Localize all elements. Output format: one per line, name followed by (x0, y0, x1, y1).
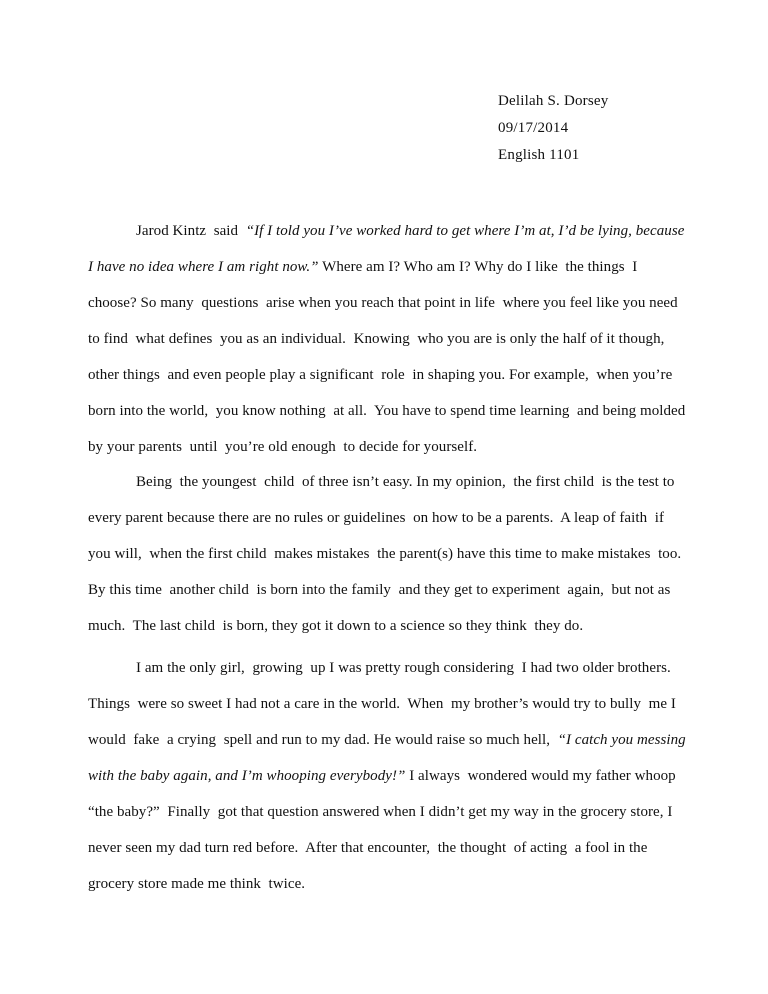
body-text-segment: you will, when the first child makes mistakes the parent(s) have this time to make mistakes too. (88, 546, 682, 562)
paragraph-3 (88, 650, 688, 902)
text-line (88, 722, 688, 758)
document-date: 09/17/2014 (498, 120, 569, 136)
body-text-segment: Things were so sweet I had not a care in the world. When my brother’s would try to bully me I (88, 696, 676, 712)
body-text-segment: Being the youngest child of three isn’t easy. In my opinion, the first child is the test to (136, 474, 675, 490)
body-text-segment: born into the world, you know nothing at all. You have to spend time learning and being molded (88, 403, 686, 419)
text-line (88, 321, 688, 357)
text-line (88, 213, 688, 249)
body-text-segment: much. The last child is born, they got it down to a science so they think they do. (88, 618, 584, 634)
paragraph-1 (88, 213, 688, 465)
text-line (88, 285, 688, 321)
body-text-segment: every parent because there are no rules or guidelines on how to be a parents. A leap of faith if (88, 510, 664, 526)
text-line (88, 357, 688, 393)
course-name: English 1101 (498, 147, 580, 163)
author-name: Delilah S. Dorsey (498, 93, 609, 109)
body-text-segment: other things and even people play a significant role in shaping you. For example, when you’re (88, 367, 673, 383)
text-line (88, 464, 688, 500)
text-line (88, 500, 688, 536)
text-line (88, 650, 688, 686)
text-line (88, 686, 688, 722)
text-line (88, 608, 688, 644)
body-text-segment: By this time another child is born into the family and they get to experiment again, but not as (88, 582, 671, 598)
body-text-segment: grocery store made me think twice. (88, 876, 306, 892)
body-text-segment: would fake a crying spell and run to my dad. He would raise so much hell, (88, 732, 558, 748)
quote-text: “I catch you messing (557, 732, 686, 748)
header-block (498, 88, 748, 169)
body-text-segment: I always wondered would my father whoop (405, 768, 676, 784)
body-text-segment: Where am I? Who am I? Why do I like the things I (318, 259, 638, 275)
text-line (88, 758, 688, 794)
text-line (88, 393, 688, 429)
text-line (88, 866, 688, 902)
body-text-segment: “the baby?” Finally got that question answered when I didn’t get my way in the grocery store, I (88, 804, 673, 820)
paragraph-2 (88, 464, 688, 644)
text-line (88, 794, 688, 830)
text-line (88, 572, 688, 608)
body-text-segment: I am the only girl, growing up I was pretty rough considering I had two older brothers. (136, 660, 671, 676)
quote-text: with the baby again, and I’m whooping everybody!” (88, 768, 406, 784)
body-text-segment: by your parents until you’re old enough to decide for yourself. (88, 439, 478, 455)
quote-text: I have no idea where I am right now.” (88, 259, 319, 275)
text-line (88, 249, 688, 285)
text-line (88, 429, 688, 465)
body-text-segment: to find what defines you as an individual. Knowing who you are is only the half of it though, (88, 331, 665, 347)
text-line (88, 536, 688, 572)
body-text-segment: Jarod Kintz said (136, 223, 246, 239)
text-line (88, 830, 688, 866)
body-text-segment: never seen my dad turn red before. After that encounter, the thought of acting a fool in the (88, 840, 648, 856)
quote-text: “If I told you I’ve worked hard to get where I’m at, I’d be lying, because (245, 223, 685, 239)
body-text-segment: choose? So many questions arise when you reach that point in life where you feel like you need (88, 295, 678, 311)
